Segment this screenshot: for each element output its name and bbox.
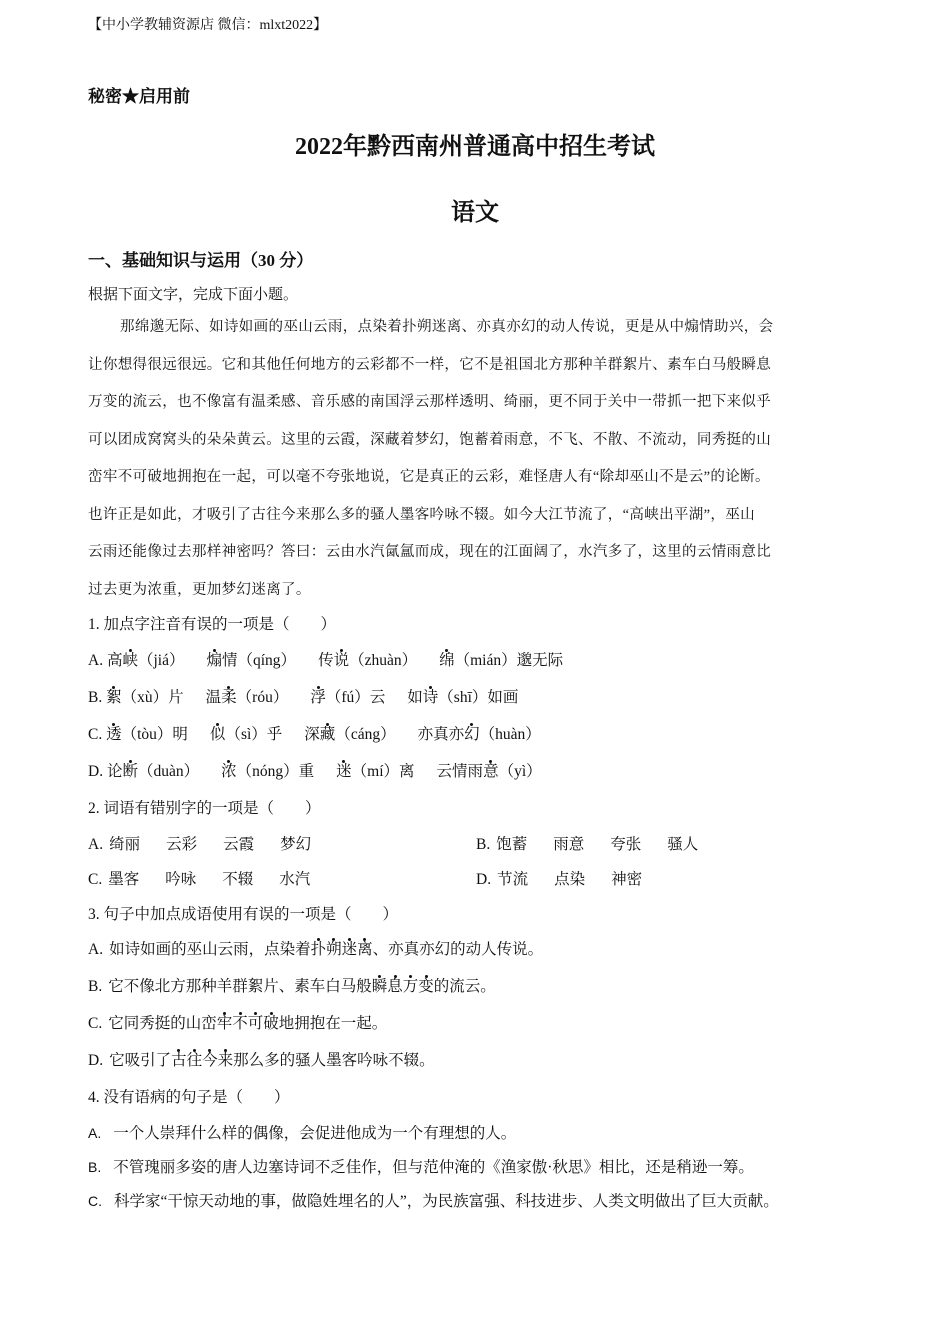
passage-line: 让你想得很远很远。它和其他任何地方的云彩都不一样，它不是祖国北方那种羊群絮片、素车白马般瞬息	[88, 356, 772, 373]
dotted-char: 绵	[439, 652, 455, 669]
section-heading: 一、基础知识与运用（30 分）	[88, 251, 314, 270]
option-term	[318, 648, 417, 670]
secret-label: 秘密★启用前	[88, 87, 190, 106]
option-word: 夸张	[610, 836, 642, 853]
dotted-char: 浓	[221, 763, 237, 780]
question-4-stem: 4. 没有语病的句子是（ ）	[88, 1089, 290, 1106]
dotted-char: 意	[483, 763, 499, 780]
question-4-option-b	[88, 1155, 754, 1177]
option-term	[407, 685, 518, 707]
question-2-option-c	[88, 867, 336, 889]
dotted-char: 来	[217, 1052, 234, 1069]
dotted-char: 瞬	[371, 978, 388, 995]
passage-line: 也许正是如此，才吸引了古往今来那么多的骚人墨客吟咏不辍。如今大江节流了，“高峡出平湖”，巫山	[88, 506, 755, 523]
option-word: 绮丽	[109, 836, 141, 853]
term-pinyin: （zhuàn）	[349, 652, 418, 669]
dotted-char: 絮	[106, 689, 122, 706]
option-letter: C.	[88, 726, 103, 743]
term-pinyin: （nóng）重	[236, 763, 315, 780]
dotted-char: 扑	[310, 941, 327, 958]
dotted-char: 变	[418, 978, 434, 995]
option-term	[304, 722, 395, 744]
term-pinyin: （jiá）	[137, 652, 185, 669]
dotted-char: 可	[247, 1015, 264, 1032]
option-term	[106, 685, 184, 707]
dotted-char: 离	[357, 941, 373, 958]
passage-line: 可以团成窝窝头的朵朵黄云。这里的云霞，深藏着梦幻，饱蓄着雨意，不飞、不散、不流动，同秀挺的山	[88, 431, 772, 448]
dotted-char: 迷	[336, 763, 352, 780]
dotted-char: 诗	[422, 689, 439, 706]
option-text: 不管瑰丽多姿的唐人边塞诗词不乏佳作，但与范仲淹的《渔家傲·秋思》相比，还是稍逊一筹。	[113, 1159, 754, 1176]
question-4-option-c	[88, 1189, 779, 1211]
passage-line: 峦牢不可破地拥抱在一起，可以毫不夸张地说，它是真正的云彩，难怪唐人有“除却巫山不是云”的论断。	[88, 469, 770, 485]
dotted-char: 说	[333, 652, 350, 669]
term-pinyin: （duàn）	[137, 763, 200, 780]
term-pinyin: （fú）云	[325, 689, 386, 706]
dotted-char: 透	[106, 726, 122, 743]
term-pinyin: （yì）	[498, 763, 542, 780]
instruction: 根据下面文字，完成下面小题。	[88, 287, 299, 303]
term-pinyin: 情（qíng）	[222, 652, 297, 669]
term-pinyin: （cáng）	[335, 726, 396, 743]
option-word: 水汽	[279, 871, 311, 888]
sentence-post: 、亦真亦幻的动人传说。	[372, 941, 544, 958]
dotted-char: 柔	[221, 689, 237, 706]
sentence-pre: 如诗如画的巫山云雨，点染着	[109, 941, 311, 958]
option-word: 节流	[497, 871, 529, 888]
dotted-char: 幻	[464, 726, 480, 743]
dotted-char: 迷	[341, 941, 358, 958]
sentence-post: 地拥抱在一起。	[278, 1015, 388, 1032]
option-letter: A.	[88, 941, 104, 958]
option-term	[206, 648, 296, 670]
sentence-post: 的流云。	[433, 978, 496, 995]
dotted-char: 煽	[206, 652, 222, 669]
question-2-option-a	[88, 832, 337, 854]
option-text: 一个人崇拜什么样的偶像，会促进他成为一个有理想的人。	[113, 1125, 517, 1142]
option-word: 不辍	[222, 871, 254, 888]
dotted-char: 息	[387, 978, 403, 995]
dotted-char: 断	[122, 763, 138, 780]
reading-passage	[88, 313, 864, 613]
option-term	[107, 648, 185, 670]
dotted-char: 似	[209, 726, 226, 743]
option-term	[221, 759, 314, 781]
sentence-pre: 它不像北方那种羊群絮片、素车白马般	[108, 978, 372, 995]
option-letter: C.	[88, 1015, 103, 1032]
term-prefix: 高	[106, 652, 123, 669]
question-3-option-b	[88, 974, 496, 996]
exam-title: 2022年黔西南州普通高中招生考试	[295, 134, 655, 160]
option-letter: D.	[88, 1052, 104, 1069]
sentence-post: 那么多的骚人墨客吟咏不辍。	[233, 1052, 435, 1069]
option-word: 梦幻	[280, 836, 312, 853]
dotted-char: 浮	[310, 689, 326, 706]
dotted-char: 峡	[122, 652, 138, 669]
option-word: 吟咏	[165, 871, 197, 888]
option-letter: A.	[88, 1125, 102, 1141]
question-3-option-c	[88, 1011, 387, 1033]
term-pinyin: （tòu）明	[121, 726, 188, 743]
question-2-option-d	[476, 867, 668, 889]
option-word: 饱蓄	[496, 836, 528, 853]
term-pinyin: （xù）片	[121, 689, 184, 706]
option-term	[437, 759, 542, 781]
dotted-char: 藏	[319, 726, 336, 743]
dotted-char: 破	[263, 1015, 279, 1032]
option-word: 点染	[554, 871, 586, 888]
dotted-char: 今	[202, 1052, 218, 1069]
question-1-option-a	[88, 648, 585, 670]
subject-title: 语文	[451, 200, 499, 226]
term-prefix: 深	[304, 726, 320, 743]
option-term	[210, 722, 282, 744]
question-4-option-a	[88, 1121, 516, 1143]
term-pinyin: （shī）如画	[438, 689, 519, 706]
question-1-option-c	[88, 722, 563, 744]
option-letter: C.	[88, 871, 103, 888]
option-term	[439, 648, 563, 670]
option-term	[310, 685, 385, 707]
term-prefix: 温	[205, 689, 222, 706]
dotted-char: 往	[186, 1052, 203, 1069]
dotted-char: 不	[232, 1015, 248, 1032]
option-letter: B.	[88, 689, 103, 706]
passage-line: 云雨还能像过去那样神密吗？答曰：云由水汽氤氲而成，现在的江面阔了，水汽多了，这里的云情雨意比	[88, 544, 772, 560]
dotted-char: 牢	[216, 1015, 233, 1032]
term-pinyin: （róu）	[236, 689, 289, 706]
term-prefix: 云情雨	[436, 763, 484, 780]
header-note: 【中小学教辅资源店 微信：mlxt2022】	[88, 18, 328, 33]
term-pinyin: （mí）离	[351, 763, 415, 780]
option-term	[206, 685, 289, 707]
sentence-pre: 它同秀挺的山峦	[108, 1015, 217, 1032]
option-word: 云霞	[223, 836, 255, 853]
question-2-stem: 2. 词语有错别字的一项是（ ）	[88, 800, 321, 817]
dotted-char: 万	[402, 978, 419, 995]
option-letter: B.	[88, 1159, 102, 1175]
option-term	[106, 722, 188, 744]
question-1-option-b	[88, 685, 540, 707]
option-word: 雨意	[553, 836, 585, 853]
question-3-option-d	[88, 1048, 435, 1070]
term-prefix: 亦真亦	[417, 726, 465, 743]
dotted-char: 古	[171, 1052, 187, 1069]
question-3-option-a	[88, 937, 543, 959]
term-pinyin: （huàn）	[479, 726, 541, 743]
question-2-option-b	[476, 832, 724, 854]
term-prefix: 传	[318, 652, 334, 669]
option-word: 云彩	[166, 836, 198, 853]
dotted-char: 朔	[326, 941, 342, 958]
option-letter: C.	[88, 1193, 102, 1209]
passage-line: 过去更为浓重，更加梦幻迷离了。	[88, 581, 311, 598]
option-letter: B.	[476, 836, 491, 853]
option-word: 墨客	[108, 871, 140, 888]
term-pinyin: （mián）邈无际	[454, 652, 564, 669]
passage-line: 那绵邈无际、如诗如画的巫山云雨，点染着扑朔迷离、亦真亦幻的动人传说，更是从中煽情助兴，会	[120, 319, 774, 335]
option-letter: A.	[88, 836, 104, 853]
question-3-stem: 3. 句子中加点成语使用有误的一项是（ ）	[88, 906, 399, 923]
sentence-pre: 它吸引了	[109, 1052, 172, 1069]
term-prefix: 如	[407, 689, 423, 706]
question-1-stem: 1. 加点字注音有误的一项是（ ）	[88, 616, 337, 633]
option-letter: A.	[88, 652, 104, 669]
passage-line: 万变的流云，也不像富有温柔感、音乐感的南国浮云那样透明、绮丽，更不同于关中一带抓一把下来似乎	[88, 394, 772, 410]
option-word: 骚人	[667, 836, 699, 853]
option-term	[107, 759, 199, 781]
option-letter: B.	[88, 978, 103, 995]
term-pinyin: （sì）乎	[225, 726, 283, 743]
option-term	[336, 759, 414, 781]
option-letter: D.	[88, 763, 104, 780]
option-term	[418, 722, 541, 744]
option-word: 神密	[611, 871, 643, 888]
question-1-option-d	[88, 759, 564, 781]
option-text: 科学家“干惊天动地的事，做隐姓埋名的人”，为民族富强、科技进步、人类文明做出了巨大贡献。	[114, 1193, 779, 1210]
term-prefix: 论	[106, 763, 123, 780]
option-letter: D.	[476, 871, 492, 888]
